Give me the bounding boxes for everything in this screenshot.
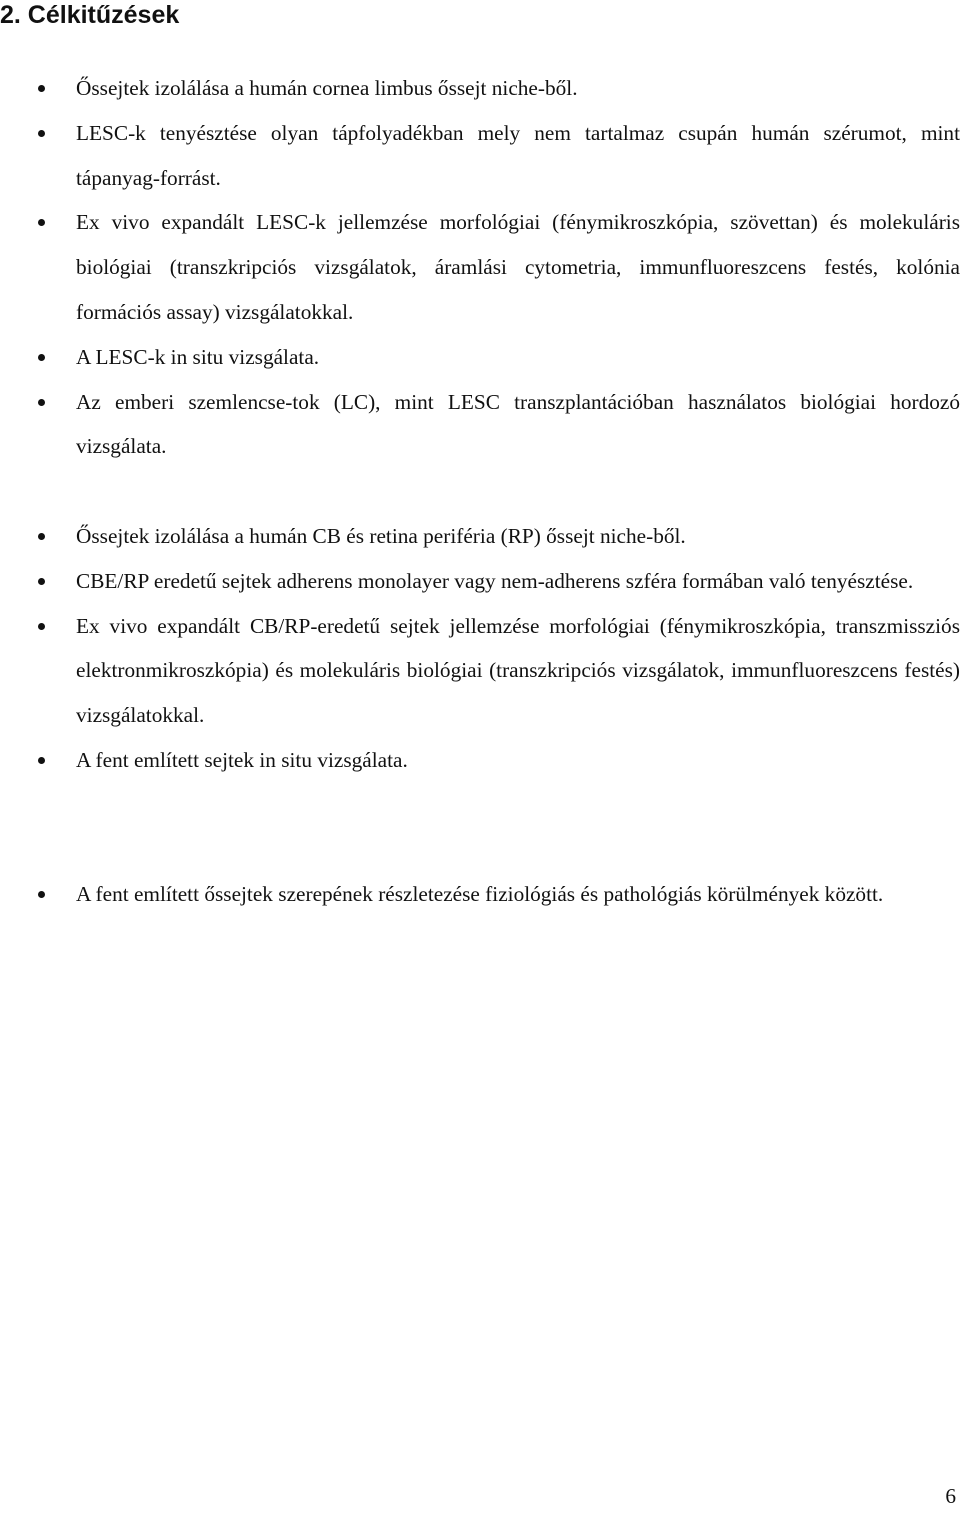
objectives-list-ciliary-body (0, 514, 960, 783)
bullet-icon (38, 399, 45, 406)
bullet-icon (38, 354, 45, 361)
list-item-text: CBE/RP eredetű sejtek adherens monolayer vagy nem-adherens szféra formában való tenyésztése. (76, 568, 914, 593)
list-item-text: LESC-k tenyésztése olyan tápfolyadékban mely nem tartalmaz csupán humán szérumot, mint tápanyag-forrást. (76, 120, 960, 190)
bullet-icon (38, 533, 45, 540)
list-item (0, 872, 960, 917)
list-item-text: Őssejtek izolálása a humán CB és retina periféria (RP) őssejt niche-ből. (76, 524, 686, 548)
list-item (0, 514, 960, 559)
list-item (0, 111, 960, 201)
bullet-icon (38, 757, 45, 764)
list-item-text: Ex vivo expandált CB/RP-eredetű sejtek jellemzése morfológiai (fénymikroszkópia, transzmissziós elektronmikroszkópia) és molekuláris biológiai (transzkripciós vizsgálatok, immunfluoreszcens festés) vizsgálatokkal. (76, 613, 960, 728)
list-item (0, 559, 960, 604)
list-item (0, 335, 960, 380)
list-item-text: A fent említett sejtek in situ vizsgálata. (76, 747, 408, 772)
bullet-icon (38, 85, 45, 92)
page-number: 6 (945, 1484, 956, 1508)
bullet-icon (38, 891, 45, 898)
list-item (0, 738, 960, 783)
list-item-text: A LESC-k in situ vizsgálata. (76, 344, 320, 369)
bullet-icon (38, 578, 45, 585)
bullet-icon (38, 130, 45, 137)
bullet-icon (38, 623, 45, 630)
section-heading: 2. Célkitűzések (0, 1, 180, 29)
list-item (0, 604, 960, 738)
objectives-list-limbus (0, 66, 960, 469)
list-item (0, 380, 960, 470)
list-item-text: A fent említett őssejtek szerepének részletezése fiziológiás és pathológiás körülmények között. (76, 882, 884, 906)
objectives-list-general (0, 872, 960, 917)
list-item (0, 200, 960, 334)
list-item-text: Őssejtek izolálása a humán cornea limbus őssejt niche-ből. (76, 76, 578, 100)
list-item-text: Ex vivo expandált LESC-k jellemzése morfológiai (fénymikroszkópia, szövettan) és molekuláris biológiai (transzkripciós vizsgálatok, áramlási cytometria, immunfluoreszcens festés, kolónia formációs assay) vizsgálatokkal. (76, 210, 960, 324)
bullet-icon (38, 219, 45, 226)
list-item (0, 66, 960, 111)
list-item-text: Az emberi szemlencse-tok (LC), mint LESC transzplantációban használatos biológiai hordozó vizsgálata. (76, 389, 960, 459)
